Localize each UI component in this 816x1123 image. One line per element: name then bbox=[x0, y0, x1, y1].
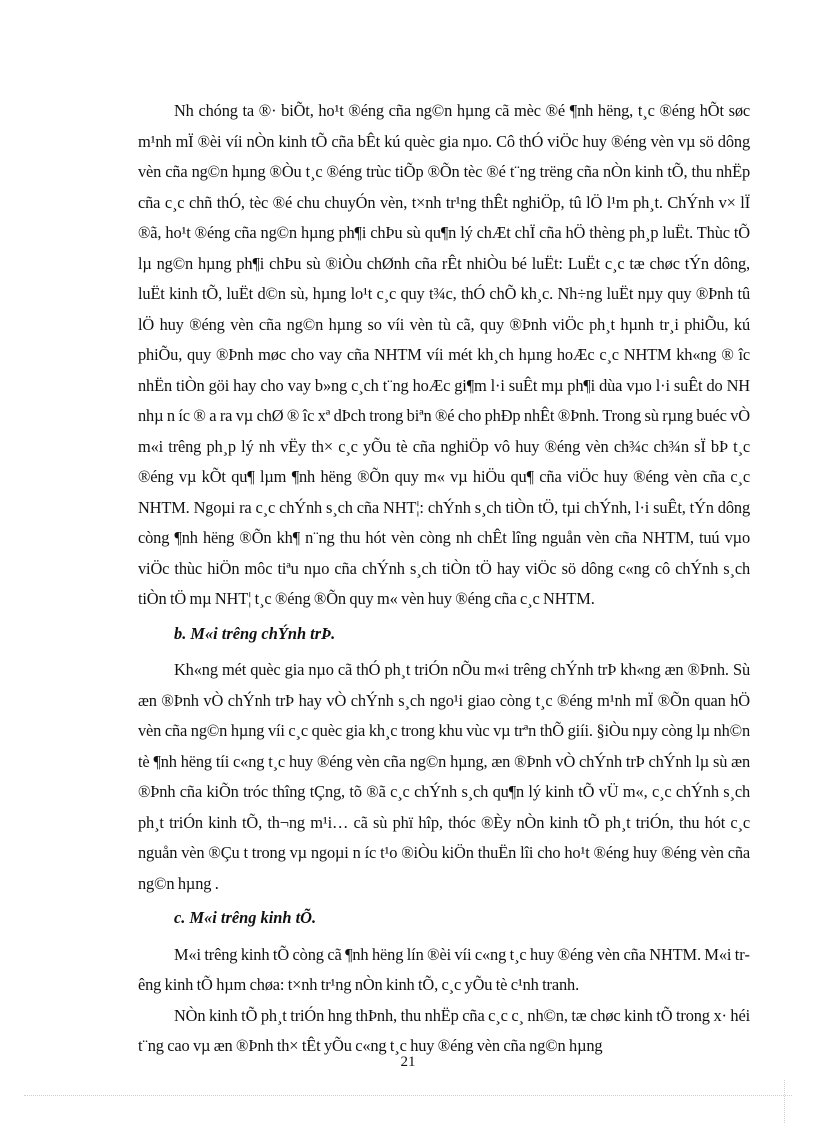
section-heading-political-environment: b. M«i trêng chÝnh trÞ. bbox=[174, 623, 336, 643]
section-heading-economic-environment: c. M«i trêng kinh tÕ. bbox=[174, 908, 317, 927]
paragraph-political-environment: Kh«ng mét quèc gia nµo cã thÓ ph¸t triÓn nÕu m«i trêng chÝnh trÞ kh«ng æn ®Þnh. Sù æn ®Þnh vÒ chÝnh trÞ hay vÒ chÝnh s¸ch ngo¹i giao còng t¸c ®éng m¹nh mÏ ®Õn quan hÖ vèn cña ng©n hµng víi c¸c quèc gia kh¸c trong khu vùc vµ trªn thÕ giíi. §iÒu nµy còng lµ nh©n tè ¶nh hëng tíi c«ng t¸c huy ®éng vèn cña ng©n hµng, æn ®Þnh vÒ chÝnh trÞ chÝnh lµ sù æn ®Þnh cña kiÕn tróc thîng tÇng, tõ ®ã c¸c chÝnh s¸ch qu¶n lý kinh tÕ vÜ m«, c¸c chÝnh s¸ch ph¸t triÓn kinh tÕ, th¬ng m¹i… cã sù phï hîp, thóc ®Èy nÒn kinh tÕ ph¸t triÓn, thu hót c¸c nguån vèn ®Çu t trong vµ ngoµi n íc t¹o ®iÒu kiÖn thuËn lîi cho ho¹t ®éng huy ®éng vèn cña ng©n hµng . bbox=[138, 660, 750, 893]
paragraph-economic-growth: NÒn kinh tÕ ph¸t triÓn hng thÞnh, thu nhËp cña c¸c c¸ nh©n, tæ chøc kinh tÕ trong x· héi t¨ng cao vµ æn ®Þnh th× tÊt yÕu c«ng t¸c huy ®éng vèn cña ng©n hµng bbox=[138, 1005, 750, 1055]
page-number: 21 bbox=[400, 1054, 416, 1070]
paragraph-legal-environment: Nh chóng ta ®· biÕt, ho¹t ®éng cña ng©n hµng cã mèc ®é ¶nh hëng, t¸c ®éng hÕt søc m¹nh mÏ ®èi víi nÒn kinh tÕ cña bÊt kú quèc gia nµo. Cô thÓ viÖc huy ®éng vèn vµ sö dông vèn cña ng©n hµng ®Òu t¸c ®éng trùc tiÕp ®Õn tèc ®é t¨ng trëng cña nÒn kinh tÕ, thu nhËp cña c¸c chñ thÓ, tèc ®é chu chuyÓn vèn, t×nh tr¹ng thÊt nghiÖp, tû lÖ l¹m ph¸t. ChÝnh v× lÏ ®ã, ho¹t ®éng cña ng©n hµng ph¶i chÞu sù qu¶n lý chÆt chÏ cña hÖ thèng ph¸p luËt. Thùc tÕ lµ ng©n hµng ph¶i chÞu sù ®iÒu chØnh cña rÊt nhiÒu bé luËt: LuËt c¸c tæ chøc tÝn dông, luËt kinh tÕ, luËt d©n sù, hµng lo¹t c¸c quy t¾c, thÓ chÕ kh¸c. Nh÷ng luËt nµy quy ®Þnh tû lÖ huy ®éng vèn cña ng©n hµng so víi vèn tù cã, quy ®Þnh viÖc ph¸t hµnh tr¸i phiÕu, kú phiÕu, quy ®Þnh møc cho vay cña NHTM víi mét kh¸ch hµng hoÆc c¸c NHTM kh«ng ® îc nhËn tiÒn göi hay cho vay b»ng c¸ch t¨ng hoÆc gi¶m l·i suÊt mµ ph¶i dùa vµo l·i suÊt do NH nhµ n íc ® a ra vµ chØ ® îc xª dÞch trong biªn ®é cho phÐp nhÊt ®Þnh. Trong sù rµng buéc vÒ m«i trêng ph¸p lý nh vËy th× c¸c yÕu tè cña nghiÖp vô huy ®éng vèn ch¾c ch¾n sÏ bÞ t¸c ®éng vµ kÕt qu¶ lµm ¶nh hëng ®Õn quy m« vµ hiÖu qu¶ cña viÖc huy ®éng vèn cña c¸c NHTM. Ngoµi ra c¸c chÝnh s¸ch cña NHT¦: chÝnh s¸ch tiÒn tÖ, tµi chÝnh, l·i suÊt, tÝn dông còng ¶nh hëng ®Õn kh¶ n¨ng thu hót vèn còng nh chÊt lîng nguån vèn cña NHTM, tuú vµo viÖc thùc hiÖn môc tiªu nµo cña chÝnh s¸ch tiÒn tÖ hay viÖc sö dông c«ng cô chÝnh s¸ch tiÒn tÖ mµ NHT¦ t¸c ®éng ®Õn quy m« vèn huy ®éng cña c¸c NHTM. bbox=[138, 101, 750, 608]
page-content bbox=[138, 96, 750, 1062]
page-corner-divider bbox=[784, 1080, 785, 1123]
paragraph-economic-environment: M«i trêng kinh tÕ còng cã ¶nh hëng lín ®èi víi c«ng t¸c huy ®éng vèn cña NHTM. M«i trêng kinh tÕ hµm chøa: t×nh tr¹ng nÒn kinh tÕ, c¸c yÕu tè c¹nh tranh. bbox=[138, 944, 750, 994]
page-bottom-divider bbox=[24, 1095, 792, 1096]
